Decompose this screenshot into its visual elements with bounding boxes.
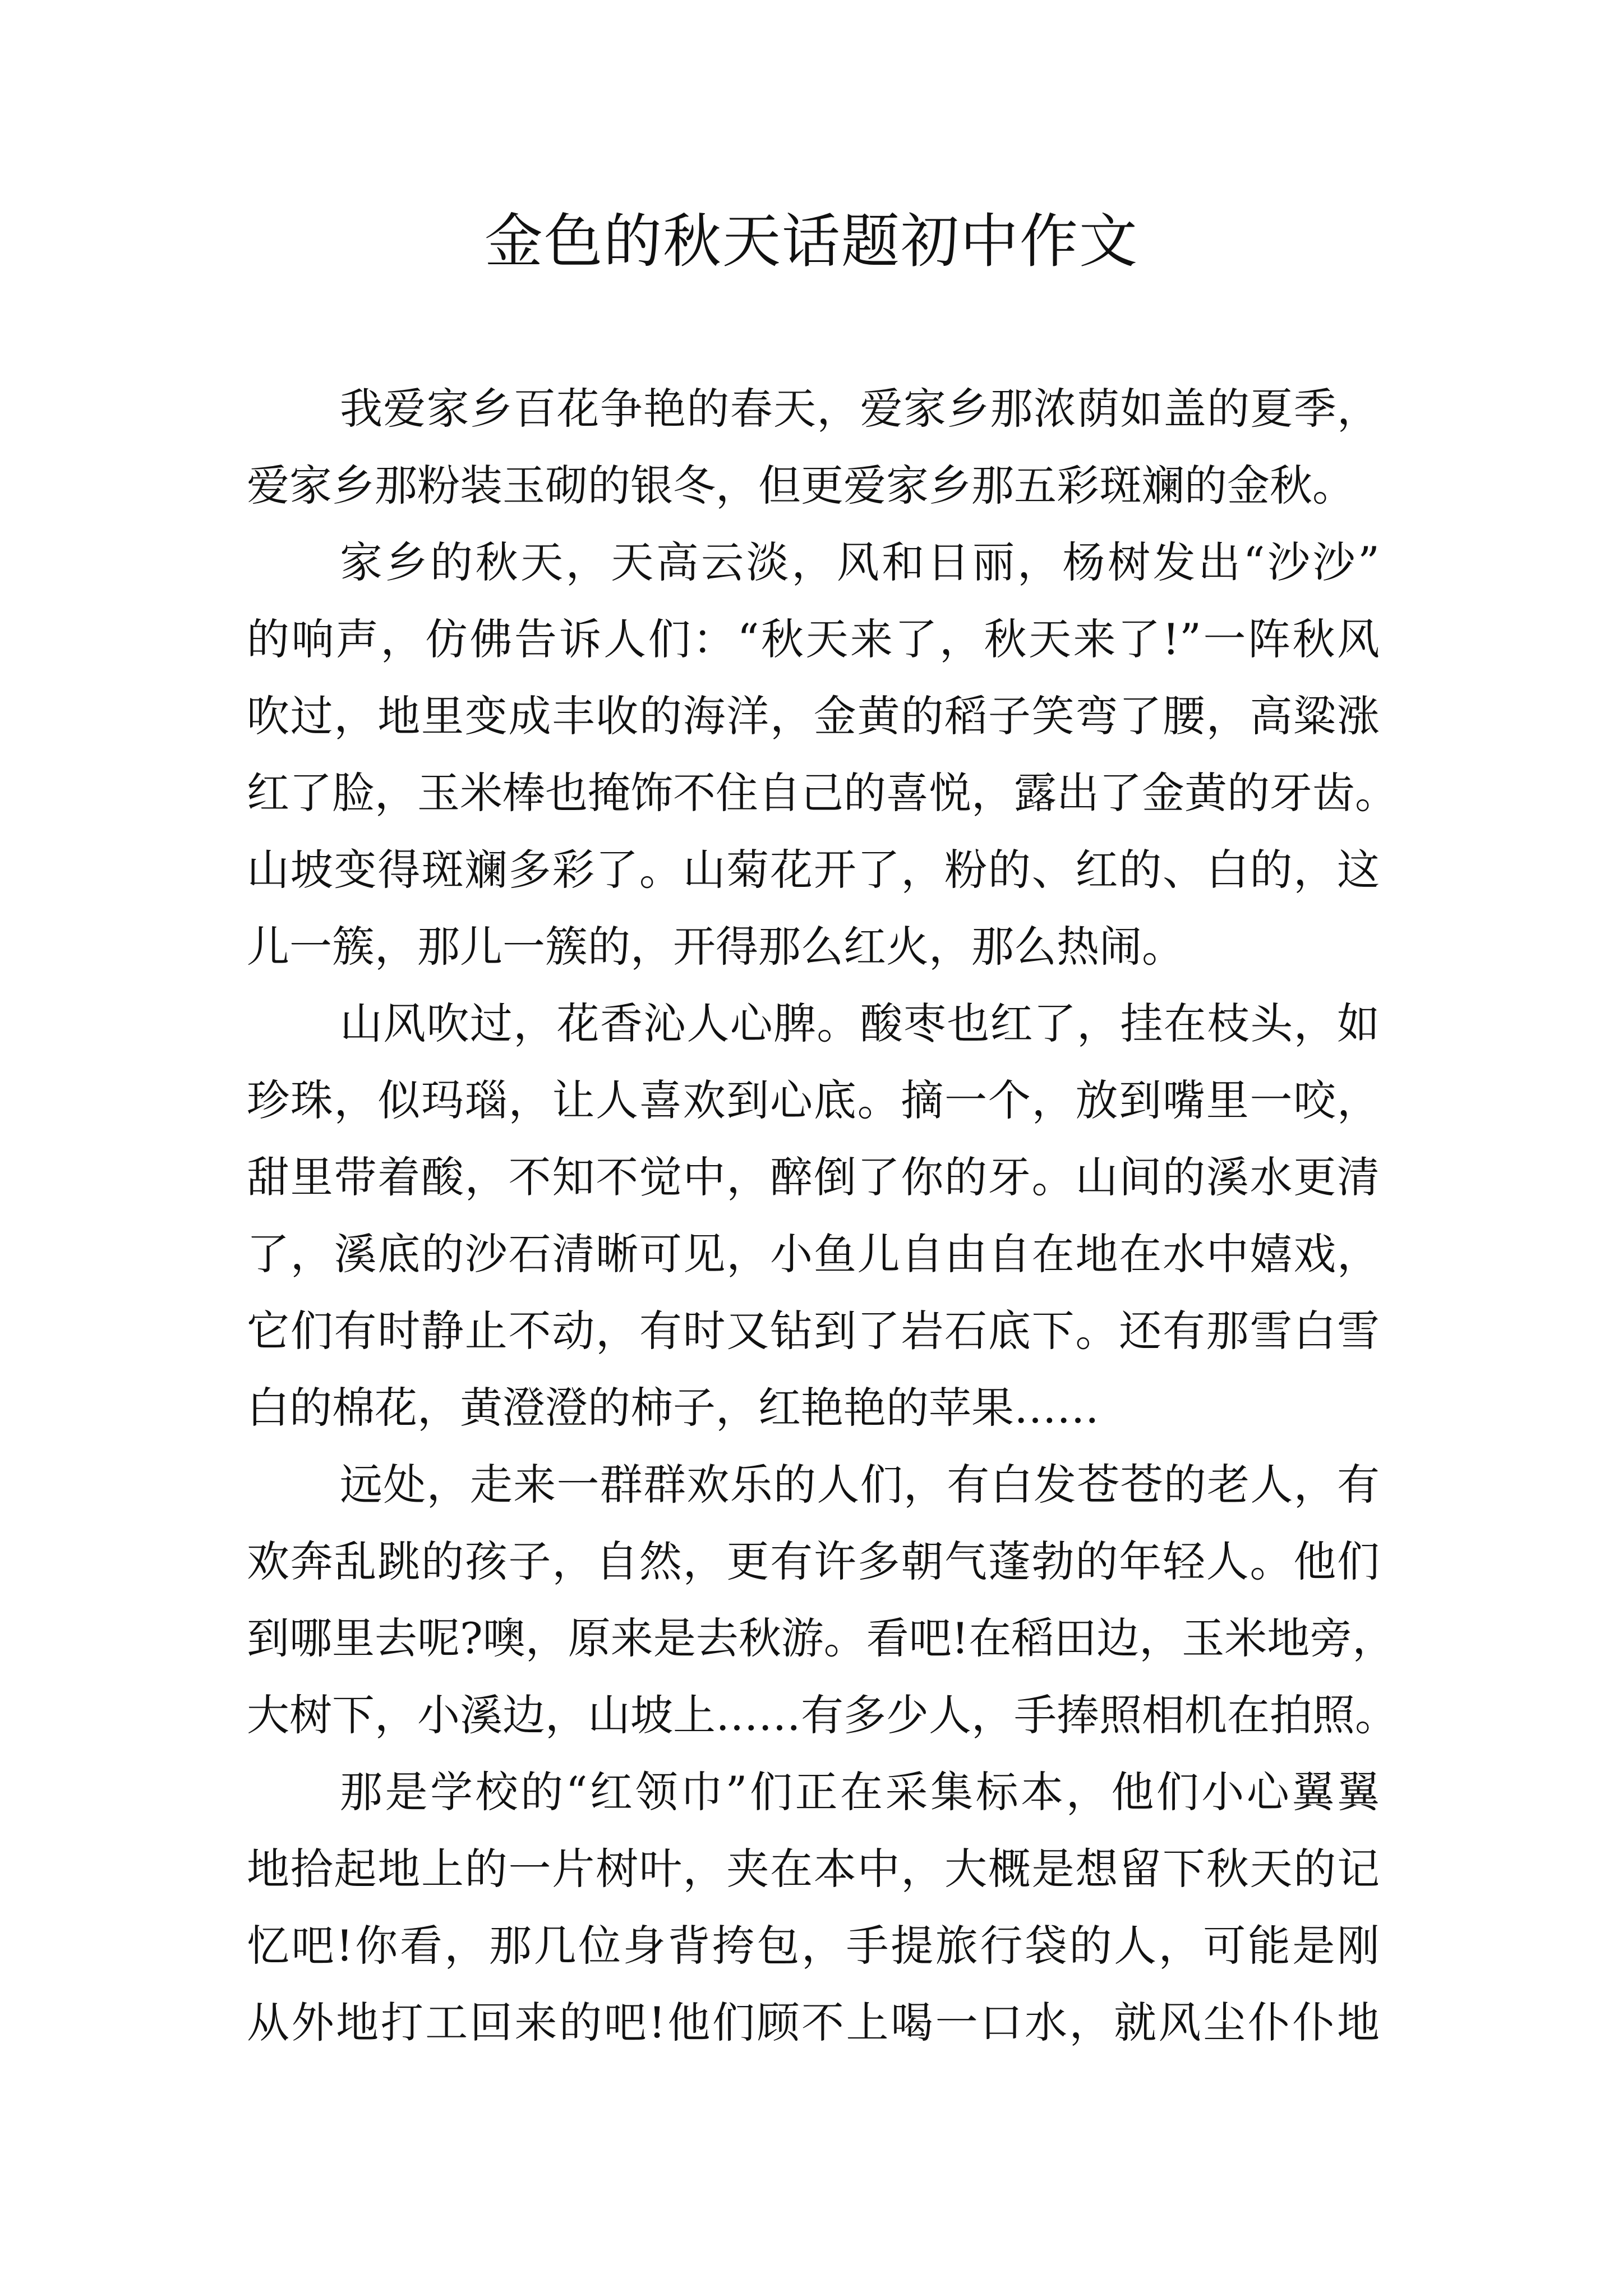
paragraph-3-line-6: 白的棉花，黄澄澄的柿子，红艳艳的苹果…… <box>247 1383 1099 1433</box>
paragraph-3-line-3: 甜里带着酸，不知不觉中，醉倒了你的牙。山间的溪水更清 <box>247 1152 1380 1202</box>
paragraph-5-line-1: 那是学校的“红领巾”们正在采集标本，他们小心翼翼 <box>340 1767 1380 1817</box>
paragraph-4-line-3: 到哪里去呢?噢，原来是去秋游。看吧!在稻田边，玉米地旁， <box>247 1613 1395 1663</box>
paragraph-2-line-5: 山坡变得斑斓多彩了。山菊花开了，粉的、红的、白的，这 <box>247 845 1380 895</box>
paragraph-3-line-4: 了，溪底的沙石清晰可见，小鱼儿自由自在地在水中嬉戏， <box>247 1229 1380 1279</box>
paragraph-5-line-3: 忆吧!你看，那几位身背挎包，手提旅行袋的人，可能是刚 <box>247 1921 1380 1971</box>
paragraph-1-line-2: 爱家乡那粉装玉砌的银冬，但更爱家乡那五彩斑斓的金秋。 <box>247 461 1355 510</box>
paragraph-2-line-6: 儿一簇，那儿一簇的，开得那么红火，那么热闹。 <box>247 922 1184 972</box>
paragraph-5-line-2: 地拾起地上的一片树叶，夹在本中，大概是想留下秋天的记 <box>247 1844 1380 1894</box>
paragraph-4-line-1: 远处，走来一群群欢乐的人们，有白发苍苍的老人，有 <box>340 1460 1380 1510</box>
paragraph-4-line-4: 大树下，小溪边，山坡上……有多少人，手捧照相机在拍照。 <box>247 1690 1398 1740</box>
essay-body <box>247 370 1398 2061</box>
paragraph-2-line-2: 的响声，仿佛告诉人们：“秋天来了，秋天来了!”一阵秋风 <box>247 614 1380 664</box>
paragraph-2-line-1: 家乡的秋天，天高云淡，风和日丽，杨树发出“沙沙” <box>340 537 1380 587</box>
paragraph-4-line-2: 欢奔乱跳的孩子，自然，更有许多朝气蓬勃的年轻人。他们 <box>247 1536 1380 1586</box>
paragraph-3-line-5: 它们有时静止不动，有时又钻到了岩石底下。还有那雪白雪 <box>247 1306 1380 1356</box>
paragraph-5-line-4: 从外地打工回来的吧!他们顾不上喝一口水，就风尘仆仆地 <box>247 1998 1380 2047</box>
document-title: 金色的秋天话题初中作文 <box>484 207 1138 275</box>
paragraph-3-line-2: 珍珠，似玛瑙，让人喜欢到心底。摘一个，放到嘴里一咬， <box>247 1075 1380 1125</box>
paragraph-1-line-1: 我爱家乡百花争艳的春天，爱家乡那浓荫如盖的夏季， <box>340 384 1380 434</box>
paragraph-2-line-3: 吹过，地里变成丰收的海洋，金黄的稻子笑弯了腰，高粱涨 <box>247 691 1380 741</box>
paragraph-2-line-4: 红了脸，玉米棒也掩饰不住自己的喜悦，露出了金黄的牙齿。 <box>247 768 1398 818</box>
paragraph-3-line-1: 山风吹过，花香沁人心脾。酸枣也红了，挂在枝头，如 <box>340 999 1380 1048</box>
